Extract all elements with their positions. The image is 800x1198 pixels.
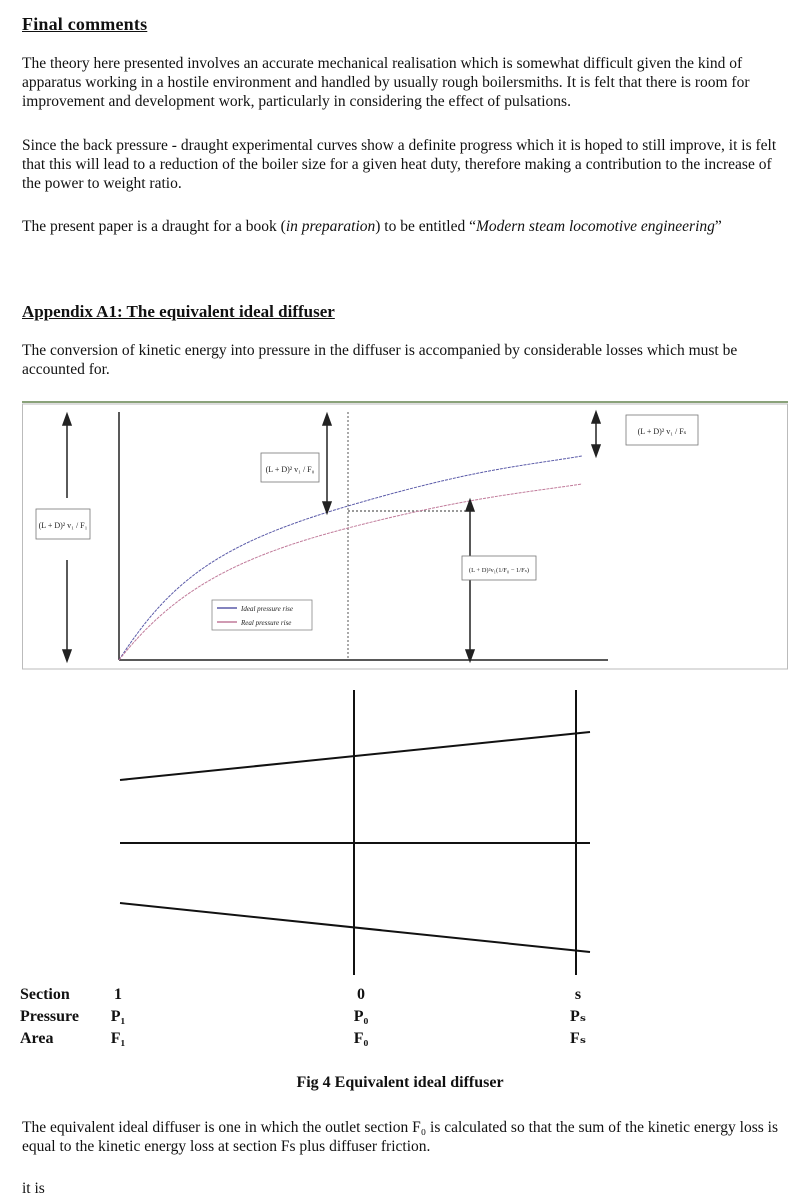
annotation-f1-label: (L + D)² v₁ / F₁	[38, 521, 88, 530]
area-fs: Fₛ	[569, 1030, 587, 1047]
annotation-f0-label: (L + D)² v₁ / F₀	[265, 465, 315, 474]
section-0-label: 0	[357, 986, 365, 1003]
final-comments-paragraph-1: The theory here presented involves an accurate mechanical realisation which is somewhat difficult given the kind of apparatus working in a hostile environment and handled by usually rough boilersmiths. It is felt that there is room for improvement and development work, particularly in considering the effect of pulsations.	[22, 55, 750, 110]
closing-paragraph: The equivalent ideal diffuser is one in which the outlet section F₀ is calculated so that the sum of the kinetic energy loss is equal to the kinetic energy loss at section Fs plus diffuser friction.	[22, 1119, 778, 1155]
loss-dimension-arrow	[466, 500, 474, 661]
annotation-f0-box	[261, 453, 319, 482]
annotation-loss-label: (L + D)²v₁(1/F₀ − 1/Fₛ)	[468, 567, 530, 574]
legend-label-ideal: Ideal pressure rise	[241, 605, 293, 613]
pressure-rise-chart	[22, 398, 788, 670]
diffuser-column-0	[341, 984, 381, 1050]
diffuser-diagram	[0, 675, 800, 985]
pressure-p0: P₀	[353, 1008, 369, 1025]
p3-italic-book-title: Modern steam locomotive engineering	[475, 218, 715, 235]
p3-text-end: ”	[714, 218, 722, 235]
pressure-ps: Pₛ	[569, 1008, 587, 1025]
diffuser-row-labels	[20, 984, 79, 1050]
mid-dimension-arrow	[323, 414, 331, 513]
closing-line: it is	[22, 1180, 45, 1197]
annotation-loss-box	[462, 556, 536, 580]
row-label-pressure: Pressure	[20, 1008, 79, 1025]
diffuser-column-s	[558, 984, 598, 1050]
row-label-section: Section	[20, 986, 70, 1003]
diffuser-column-1	[98, 984, 138, 1050]
p3-italic-preparation: in preparation	[285, 218, 376, 235]
final-comments-heading: Final comments	[22, 14, 148, 34]
legend-label-real: Real pressure rise	[241, 619, 292, 627]
right-dimension-arrow	[592, 412, 600, 456]
annotation-fs-box	[626, 415, 698, 445]
area-f0: F₀	[353, 1030, 369, 1047]
final-comments-paragraph-2: Since the back pressure - draught experimental curves show a definite progress which it is hoped to still improve, it is felt that this will lead to a reduction of the boiler size for a given heat duty, therefore making a contribution to the increase of the power to weight ratio.	[22, 137, 777, 192]
p3-text-mid: ) to be entitled “	[375, 218, 476, 235]
appendix-paragraph-1: The conversion of kinetic energy into pressure in the diffuser is accompanied by considerable losses which must be accounted for.	[22, 342, 738, 378]
annotation-fs-label: (L + D)² v₁ / Fₛ	[637, 427, 687, 436]
annotation-f1-box	[36, 509, 90, 539]
appendix-heading: Appendix A1: The equivalent ideal diffuser	[22, 302, 335, 321]
section-s-label: s	[574, 986, 582, 1003]
section-1-label: 1	[114, 986, 122, 1003]
p3-text-start: The present paper is a draught for a book (	[22, 218, 286, 235]
row-label-area: Area	[20, 1030, 54, 1047]
area-f1: F₁	[110, 1030, 126, 1047]
figure-caption: Fig 4 Equivalent ideal diffuser	[296, 1074, 504, 1091]
chart-legend	[212, 600, 312, 630]
final-comments-paragraph-3	[22, 217, 784, 236]
pressure-p1: P₁	[110, 1008, 126, 1025]
